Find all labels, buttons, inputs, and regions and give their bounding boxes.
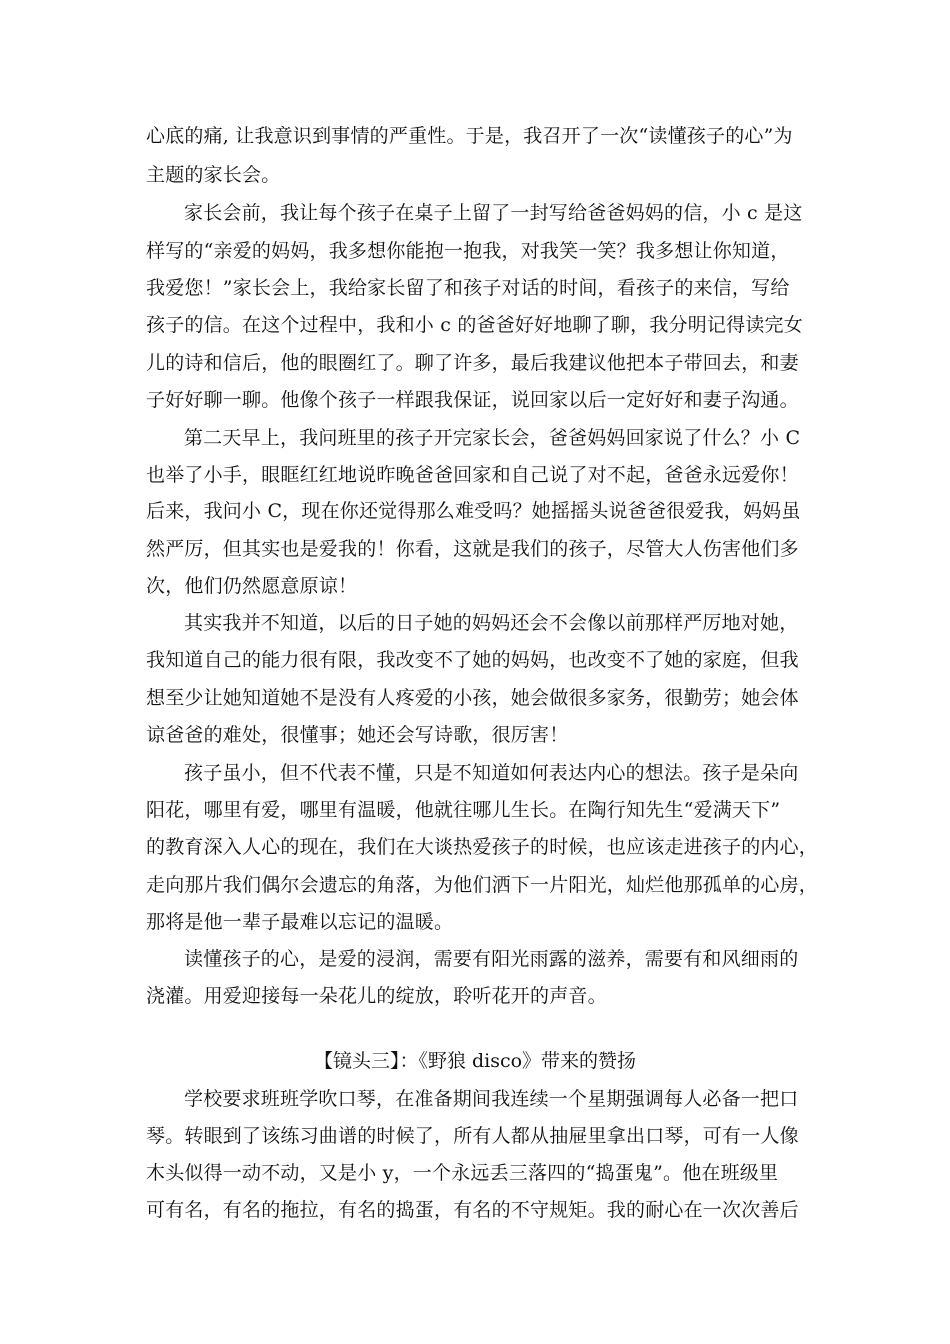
text-line: 然严厉，但其实也是爱我的！你看，这就是我们的孩子，尽管大人伤害他们多 (146, 538, 799, 560)
text-line: 也举了小手，眼眶红红地说昨晚爸爸回家和自己说了对不起，爸爸永远爱你！ (146, 464, 799, 486)
text-line: 儿的诗和信后，他的眼圈红了。聊了许多，最后我建议他把本子带回去，和妻 (146, 352, 799, 374)
text-line: 家长会前，我让每个孩子在桌子上留了一封写给爸爸妈妈的信，小 c 是这 (184, 202, 803, 224)
text-line: 样写的“亲爱的妈妈，我多想你能抱一抱我，对我笑一笑？我多想让你知道， (146, 240, 790, 262)
text-line: 想至少让她知道她不是没有人疼爱的小孩，她会做很多家务，很勤劳；她会体 (146, 687, 799, 709)
section-heading: 【镜头三】：《野狼 disco》带来的赞扬 (313, 1050, 637, 1072)
text-line: 的教育深入人心的现在，我们在大谈热爱孩子的时候，也应该走进孩子的内心， (146, 836, 819, 858)
text-line: 其实我并不知道，以后的日子她的妈妈还会不会像以前那样严厉地对她， (184, 612, 799, 634)
text-line: 子好好聊一聊。他像个孩子一样跟我保证，说回家以后一定好好和妻子沟通。 (146, 389, 799, 411)
text-line: 孩子的信。在这个过程中，我和小 c 的爸爸好好地聊了聊，我分明记得读完女 (146, 314, 803, 336)
text-line: 阳花，哪里有爱，哪里有温暖，他就往哪儿生长。在陶行知先生“爱满天下” (146, 799, 781, 821)
text-line: 孩子虽小，但不代表不懂，只是不知道如何表达内心的想法。孩子是朵向 (184, 762, 799, 784)
text-line: 我知道自己的能力很有限，我改变不了她的妈妈，也改变不了她的家庭，但我 (146, 649, 799, 671)
text-line: 后来，我问小 C，现在你还觉得那么难受吗？她摇摇头说爸爸很爱我，妈妈虽 (146, 500, 801, 522)
text-line: 第二天早上，我问班里的孩子开完家长会，爸爸妈妈回家说了什么？小 C (184, 427, 801, 449)
text-line: 木头似得一动不动，又是小 y，一个永远丢三落四的“捣蛋鬼”。他在班级里 (146, 1162, 779, 1184)
text-line: 可有名，有名的拖拉，有名的捣蛋，有名的不守规矩。我的耐心在一次次善后 (146, 1199, 799, 1221)
text-line: 走向那片我们偶尔会遗忘的角落，为他们洒下一片阳光，灿烂他那孤单的心房， (146, 874, 819, 896)
text-line: 浇灌。用爱迎接每一朵花儿的绽放，聆听花开的声音。 (146, 985, 607, 1007)
text-line: 谅爸爸的难处，很懂事；她还会写诗歌，很厉害！ (146, 724, 569, 746)
text-line: 学校要求班班学吹口琴，在准备期间我连续一个星期强调每人必备一把口 (184, 1088, 799, 1110)
text-line: 我爱您！”家长会上，我给家长留了和孩子对话的时间，看孩子的来信，写给 (146, 277, 790, 299)
text-line: 主题的家长会。 (146, 164, 281, 186)
text-line: 读懂孩子的心，是爱的浸润，需要有阳光雨露的滋养，需要有和风细雨的 (184, 948, 799, 970)
text-line: 次，他们仍然愿意原谅！ (146, 575, 358, 597)
text-line: 那将是他一辈子最难以忘记的温暖。 (146, 911, 454, 933)
text-line: 心底的痛, 让我意识到事情的严重性。于是，我召开了一次“读懂孩子的心”为 (146, 125, 793, 147)
text-line: 琴。转眼到了该练习曲谱的时候了，所有人都从抽屉里拿出口琴，可有一人像 (146, 1125, 799, 1147)
